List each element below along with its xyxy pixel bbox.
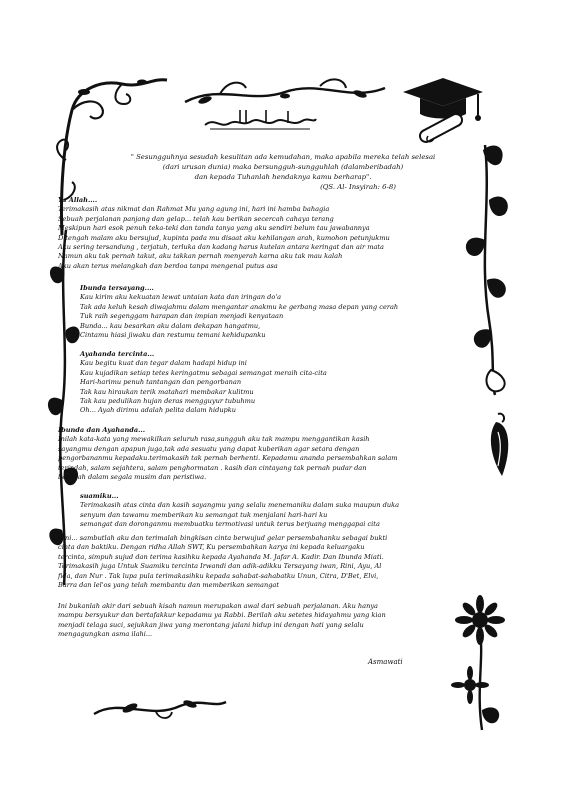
text-line: Oh... Ayah dirimu adalah pelita dalam hidupku xyxy=(80,406,237,415)
text-line: mampu bersyukur dan bertafakkur kepadamu ya Rabbi. Berilah aku setetes hidayahmu yang kian xyxy=(58,611,386,620)
graduation-cap-icon xyxy=(398,70,488,150)
section-kini xyxy=(58,534,478,590)
section-kedua-orangtua xyxy=(58,426,478,482)
text-line: Namun aku tak pernah takut, aku takkan pernah menyerah karna aku tak mau kalah xyxy=(58,252,343,261)
quote-line: dan kepada Tuhanlah hendaknya kamu berharap". xyxy=(194,173,372,181)
text-line: Terimakasih atas cinta dan kasih sayangmu yang selalu menemaniku dalam suka maupun duka xyxy=(80,501,400,510)
quote-line: (dari urusan dunia) maka bersungguh-sungguhlah (dalamberibadah) xyxy=(162,163,404,171)
quote-line: " Sesungguhnya sesudah kesulitan ada kemudahan, maka apabila mereka telah selesai xyxy=(130,153,436,161)
text-line: Terimakasih juga Untuk Suamiku tercinta Irwandi dan adik-adikku Tersayang iwan, Rini, Ayu, Al xyxy=(58,562,382,571)
section-title: suamiku... xyxy=(80,492,119,500)
text-line: Meskipun hari esok penuh teka-teki dan tanda tanya yang aku sendiri belum tau jawabannya xyxy=(58,224,370,233)
text-line: Tak kau pedulikan hujan deras mengguyur tubuhmu xyxy=(80,397,256,406)
text-line: Ditengah malam aku bersujud, kupinta pada mu disaat aku kehilangan arah, kumohon petunjukmu xyxy=(58,233,390,242)
section-closing xyxy=(58,602,478,640)
text-line: Cintamu hiasi jiwaku dan restumu temani kehidupanku xyxy=(80,331,266,340)
text-line: Aku akan terus melangkah dan berdoa tanpa mengenal putus asa xyxy=(58,261,278,270)
text-line: Terimakasih atas nikmat dan Rahmat Mu yang agung ini, hari ini hamba bahagia xyxy=(58,205,330,214)
text-line: pengorbananmu kepadaku.terimakasih tak pernah berhenti. Kepadamu ananda persembahkan salam xyxy=(58,454,398,463)
text-line: fida, dan Nur . Tak lupa pula terimakasihku kepada sahabat-sahabatku Unun, Citra, D'Bet, Elvi, xyxy=(58,571,379,580)
text-line: Inilah kata-kata yang mewakilkan seluruh rasa,sungguh aku tak mampu menggantikan kasih xyxy=(58,435,370,444)
text-line: terindah, salam sejahtera, salam penghormatan . kasih dan cintayang tak pernah pudar dan xyxy=(58,463,367,472)
section-ibunda xyxy=(58,284,500,340)
text-line: sayangmu dengan apapun juga,tak ada sesuatu yang dapat kuberikan agar setara dengan xyxy=(58,444,360,453)
chili-pepper-icon xyxy=(478,410,518,480)
text-line: Aku sering tersandung , terjatuh, terluka dan kadang harus kutelan antara keringat dan air mata xyxy=(58,243,384,252)
text-line: Kau begitu kuat dan tegar dalam hadapi hidup ini xyxy=(80,359,247,368)
text-line: Barra dan lel'os yang telah membantu dan memberikan semangat xyxy=(58,581,280,590)
quran-quote xyxy=(118,152,448,192)
section-title: Ya Allah.... xyxy=(58,196,98,204)
text-line: cinta dan baktiku. Dengan ridha Allah SWT, Ku persembahkan karya ini kepada keluargaku xyxy=(58,543,365,552)
section-title: Ibunda tersayang.... xyxy=(80,284,154,292)
text-line: Kini... sambutlah aku dan terimalah bingkisan cinta berwujud gelar persembahanku sebagai bukti xyxy=(58,534,388,542)
text-line: berubah dalam segala musim dan peristiwa. xyxy=(58,473,207,482)
text-line: mengagungkan asma ilahi... xyxy=(58,630,153,639)
text-line: senyum dan tawamu memberikan ku semangat tuk menjalani hari-hari ku xyxy=(80,510,328,519)
text-line: menjadi telaga suci, sejukkan jiwa yang merontang jalani hidup ini dengan hati yang selalu xyxy=(58,620,364,629)
section-suami xyxy=(58,492,500,530)
text-line: Kau kujadikan setiap tetes keringatmu sebagai semangat meraih cita-cita xyxy=(80,368,327,377)
text-line: tercinta, simpuh sujud dan terima kasihku kepada Ayahanda M. Jafar A. Kadir. Dan Ibunda Miati. xyxy=(58,552,384,561)
section-title: Ibunda dan Ayahanda... xyxy=(58,426,146,434)
text-line: Bunda... kau besarkan aku dalam dekapan hangatmu, xyxy=(80,321,261,330)
text-line: Tak ada keluh kesah diwajahmu dalam mengantar anakmu ke gerbang masa depan yang cerah xyxy=(80,302,399,311)
section-title: Ayahanda tercinta... xyxy=(80,350,155,358)
section-ayahanda xyxy=(58,350,500,416)
signature: Asmawati xyxy=(368,658,403,666)
section-allah xyxy=(58,196,478,271)
text-line: Ini bukanlah akir dari sebuah kisah namun merupakan awal dari sebuah perjalanan. Aku hanya xyxy=(58,602,378,610)
bismillah-shape xyxy=(200,107,320,133)
text-line: Sebuah perjalanan panjang dan gelap... telah kau berikan secercah cahaya terang xyxy=(58,214,334,223)
text-line: Tuk raih segenggam harapan dan impian menjadi kenyataan xyxy=(80,312,284,321)
bismillah-calligraphy xyxy=(200,107,320,133)
bottom-flourish-ornament xyxy=(90,690,230,726)
text-line: Hari-harimu penuh tantangan dan pengorbanan xyxy=(80,378,242,387)
text-line: semangat dan doronganmu membuatku termotivasi untuk terus berjuang menggapai cita xyxy=(80,520,380,529)
quote-reference: (QS. Al- Insyirah: 6-8) xyxy=(320,183,396,191)
text-line: Tak kau hiraukan terik matahari membakar kulitmu xyxy=(80,387,254,396)
text-line: Kau kirim aku kekuatan lewat untaian kata dan iringan do'a xyxy=(80,293,282,302)
